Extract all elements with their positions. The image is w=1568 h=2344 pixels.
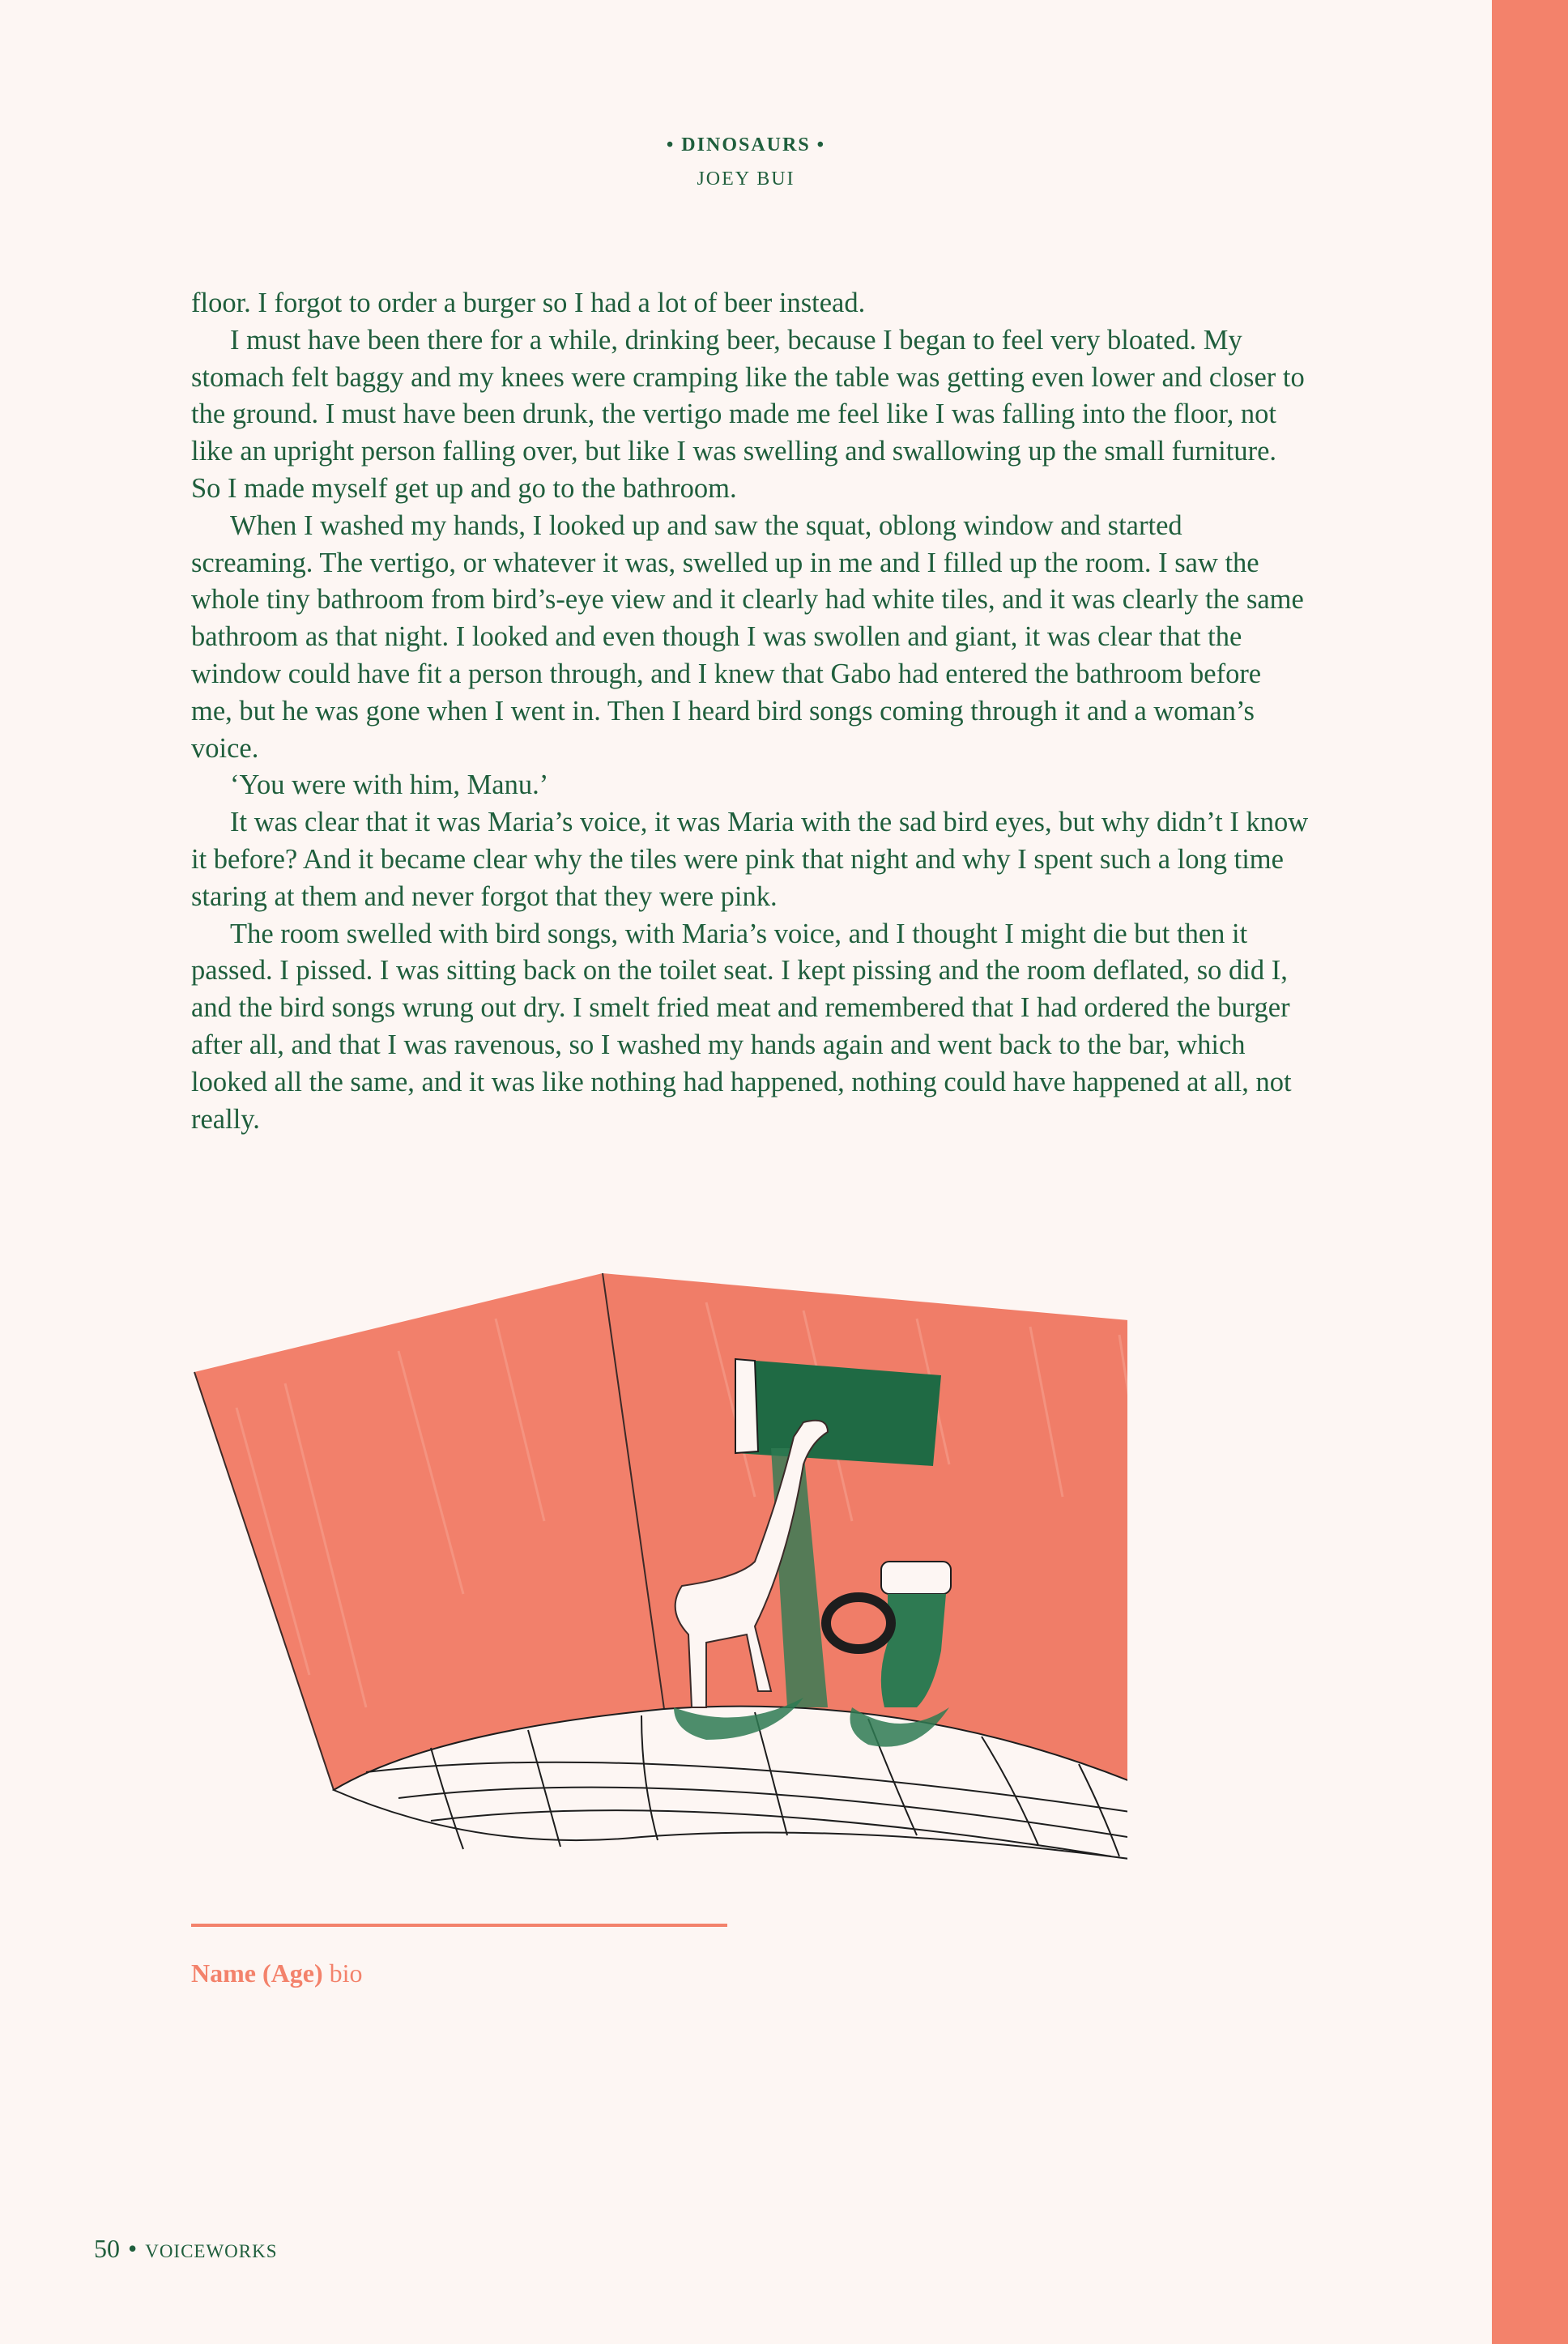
- paragraph: I must have been there for a while, drinking beer, because I began to feel very bloated. My stomach felt baggy and my knees were cramping like the table was getting even lower and closer to the ground. I must have been drunk, the vertigo made me feel like I was falling into the floor, not like an upright person falling over, but like I was swelling and swallowing up the small furniture. So I made myself get up and go to the bathroom.: [191, 324, 1305, 504]
- page-number: 50: [94, 2234, 120, 2263]
- paragraph: It was clear that it was Maria’s voice, it was Maria with the sad bird eyes, but why didn’t I know it before? And it became clear why the tiles were pink that night and why I spent such a long time staring at them and never forgot that they were pink.: [191, 807, 1309, 912]
- running-head: [0, 130, 1492, 198]
- bio-name: Name (Age): [191, 1958, 323, 1988]
- page-footer: [94, 2234, 278, 2264]
- paragraph: ‘You were with him, Manu.’: [230, 769, 549, 801]
- section-title: • DINOSAURS •: [666, 134, 826, 156]
- left-wall: [194, 1273, 664, 1790]
- window-shape: [735, 1359, 941, 1466]
- paragraph: The room swelled with bird songs, with Maria’s voice, and I thought I might die but then it passed. I pissed. I was sitting back on the toilet seat. I kept pissing and the room deflated, so did I, and the bird songs wrung out dry. I smelt fried meat and remembered that I had ordered the burger after all, and that I was ravenous, so I washed my hands again and went back to the bar, which looked all the same, and it was like nothing had happened, nothing could have happened at all, not really.: [191, 918, 1292, 1135]
- story-text: [191, 285, 1309, 1138]
- bio-text: bio: [329, 1958, 363, 1988]
- footer-bullet: •: [128, 2234, 138, 2263]
- bio-divider: [191, 1924, 727, 1927]
- paragraph: When I washed my hands, I looked up and saw the squat, oblong window and started screaming. The vertigo, or whatever it was, swelled up in me and I filled up the room. I saw the whole tiny bathroom from bird’s-eye view and it clearly had white tiles, and it was clearly the same bathroom as that night. I looked and even though I was swollen and giant, it was clear that the window could have fit a person through, and I knew that Gabo had entered the bathroom before me, but he was gone when I went in. Then I heard bird songs coming through it and a woman’s voice.: [191, 509, 1304, 764]
- magazine-name: VOICEWORKS: [145, 2241, 278, 2261]
- author-bio: [191, 1958, 362, 1988]
- author-name: JOEY BUI: [697, 168, 795, 190]
- paragraph: floor. I forgot to order a burger so I had a lot of beer instead.: [191, 288, 866, 318]
- side-color-band: [1492, 0, 1568, 2344]
- bathroom-dinosaur-illustration: [188, 1254, 1127, 1863]
